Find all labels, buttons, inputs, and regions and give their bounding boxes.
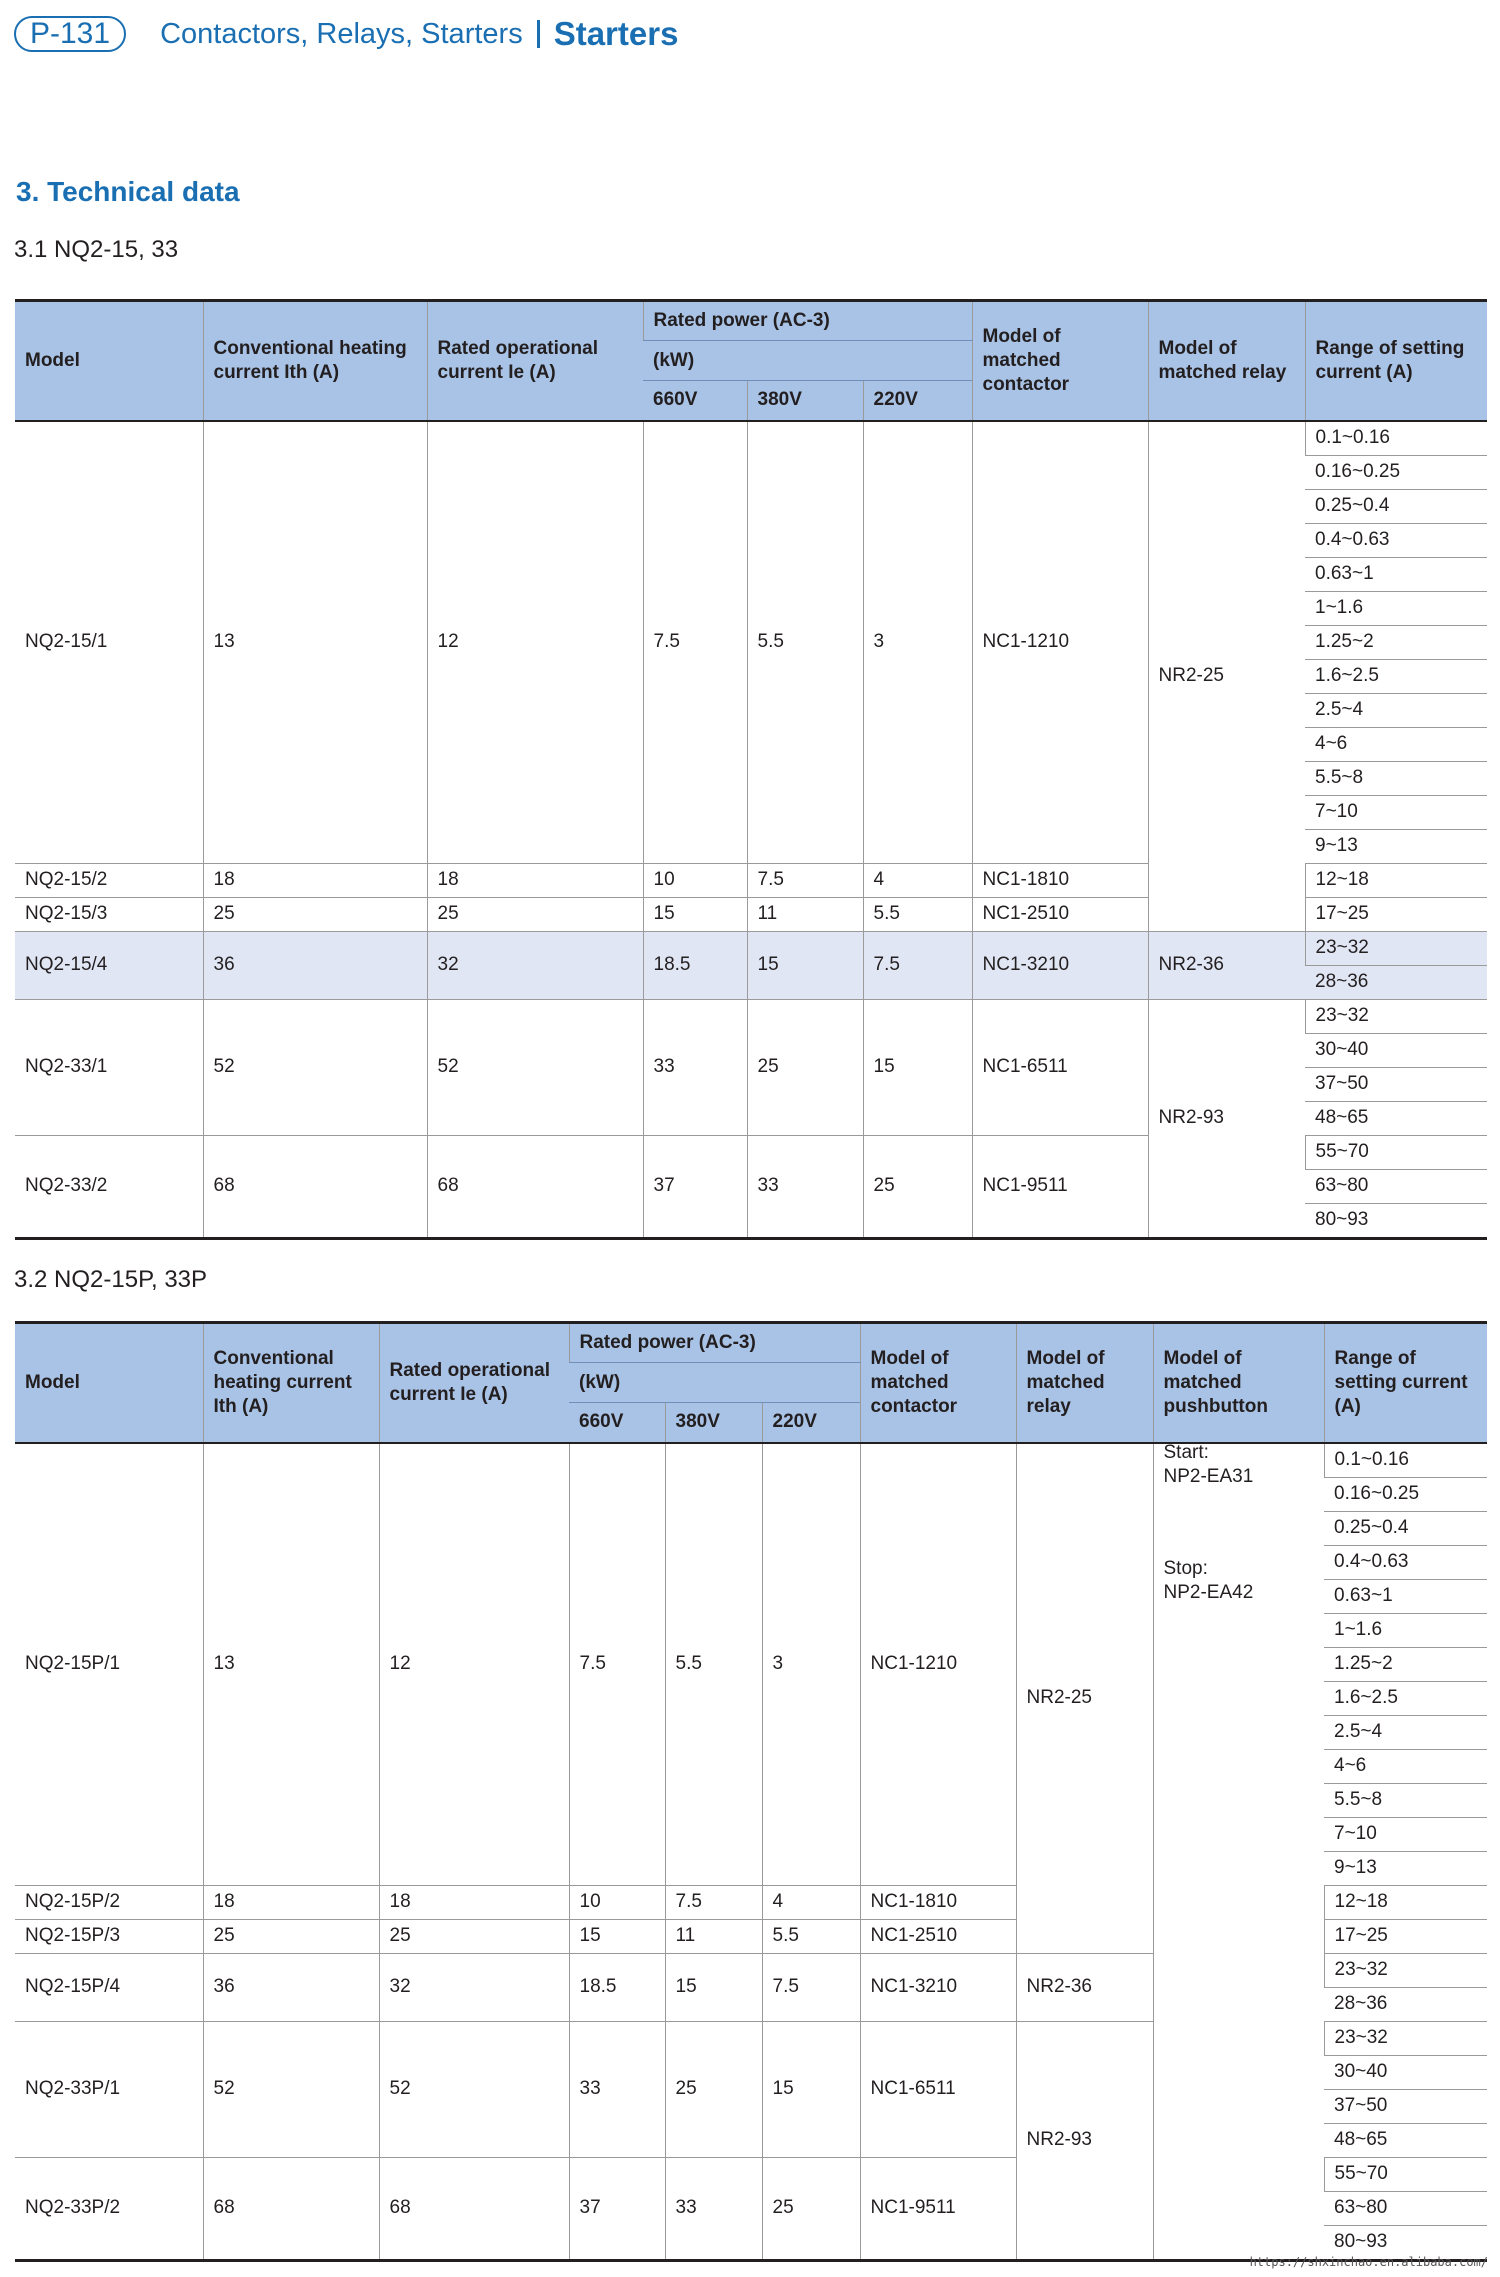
cell-range: 1.6~2.5 bbox=[1305, 659, 1487, 693]
cell-ith: 68 bbox=[203, 2157, 379, 2260]
cell-ith: 25 bbox=[203, 1919, 379, 1953]
cell-model: NQ2-15/3 bbox=[15, 897, 203, 931]
cell-380v: 11 bbox=[747, 897, 863, 931]
header-divider bbox=[537, 20, 540, 48]
table-row bbox=[15, 1443, 1487, 1478]
cell-220v: 15 bbox=[762, 2021, 860, 2157]
header-rated-power: Rated power (AC-3) bbox=[569, 1323, 860, 1363]
cell-ith: 13 bbox=[203, 1443, 379, 1886]
header-660v: 660V bbox=[569, 1403, 665, 1443]
cell-380v: 33 bbox=[665, 2157, 762, 2260]
cell-model: NQ2-33/2 bbox=[15, 1135, 203, 1238]
cell-range: 0.16~0.25 bbox=[1305, 455, 1487, 489]
header-pushbutton: Model of matched pushbutton bbox=[1153, 1323, 1324, 1443]
cell-range: 1~1.6 bbox=[1305, 591, 1487, 625]
cell-ith: 25 bbox=[203, 897, 427, 931]
cell-model: NQ2-15/2 bbox=[15, 863, 203, 897]
cell-ie: 25 bbox=[379, 1919, 569, 1953]
header-rated-power: Rated power (AC-3) bbox=[643, 301, 972, 341]
cell-ie: 18 bbox=[379, 1885, 569, 1919]
header-relay: Model of matched relay bbox=[1016, 1323, 1153, 1443]
cell-660v: 37 bbox=[643, 1135, 747, 1238]
cell-range: 2.5~4 bbox=[1324, 1715, 1487, 1749]
header-ith: Conventional heating current Ith (A) bbox=[203, 1323, 379, 1443]
cell-ie: 25 bbox=[427, 897, 643, 931]
table2-title: 3.2 NQ2-15P, 33P bbox=[14, 1266, 208, 1293]
cell-contactor: NC1-9511 bbox=[972, 1135, 1148, 1238]
section-title-header: Starters bbox=[553, 15, 679, 52]
cell-pushbutton bbox=[1153, 1443, 1324, 2261]
header-kw: (kW) bbox=[643, 341, 972, 381]
cell-ith: 36 bbox=[203, 931, 427, 999]
header-ie: Rated operational current Ie (A) bbox=[379, 1323, 569, 1443]
cell-contactor: NC1-3210 bbox=[972, 931, 1148, 999]
cell-range: 1.25~2 bbox=[1324, 1647, 1487, 1681]
cell-220v: 4 bbox=[863, 863, 972, 897]
cell-660v: 15 bbox=[569, 1919, 665, 1953]
cell-range: 7~10 bbox=[1324, 1817, 1487, 1851]
cell-model: NQ2-33/1 bbox=[15, 999, 203, 1135]
cell-range: 55~70 bbox=[1305, 1135, 1487, 1169]
cell-model: NQ2-15P/4 bbox=[15, 1953, 203, 2021]
cell-contactor: NC1-1210 bbox=[972, 421, 1148, 864]
cell-relay: NR2-93 bbox=[1148, 999, 1305, 1238]
cell-range: 55~70 bbox=[1324, 2157, 1487, 2191]
table-nq2-15p-33p bbox=[15, 1321, 1487, 2262]
cell-ith: 18 bbox=[203, 1885, 379, 1919]
footer-url: https://shxinchao.en.alibaba.com/ bbox=[1249, 2255, 1488, 2269]
cell-380v: 11 bbox=[665, 1919, 762, 1953]
cell-range: 5.5~8 bbox=[1324, 1783, 1487, 1817]
header-contactor: Model of matched contactor bbox=[972, 301, 1148, 421]
header-range: Range of setting current (A) bbox=[1305, 301, 1487, 421]
cell-range: 7~10 bbox=[1305, 795, 1487, 829]
cell-model: NQ2-33P/1 bbox=[15, 2021, 203, 2157]
cell-contactor: NC1-6511 bbox=[972, 999, 1148, 1135]
cell-220v: 7.5 bbox=[762, 1953, 860, 2021]
cell-range: 4~6 bbox=[1324, 1749, 1487, 1783]
cell-relay: NR2-36 bbox=[1016, 1953, 1153, 2021]
header-relay: Model of matched relay bbox=[1148, 301, 1305, 421]
cell-contactor: NC1-1810 bbox=[860, 1885, 1016, 1919]
cell-model: NQ2-15/4 bbox=[15, 931, 203, 999]
pushbutton-start-label: Start: bbox=[1163, 1442, 1209, 1463]
cell-380v: 33 bbox=[747, 1135, 863, 1238]
table-row-highlighted bbox=[15, 931, 1487, 965]
cell-range: 5.5~8 bbox=[1305, 761, 1487, 795]
cell-range: 28~36 bbox=[1324, 1987, 1487, 2021]
pushbutton-stop-model: NP2-EA42 bbox=[1163, 1582, 1254, 1603]
cell-220v: 5.5 bbox=[762, 1919, 860, 1953]
cell-660v: 37 bbox=[569, 2157, 665, 2260]
cell-range: 12~18 bbox=[1324, 1885, 1487, 1919]
cell-range: 63~80 bbox=[1324, 2191, 1487, 2225]
cell-ie: 12 bbox=[379, 1443, 569, 1886]
cell-relay: NR2-36 bbox=[1148, 931, 1305, 999]
header-ie: Rated operational current Ie (A) bbox=[427, 301, 643, 421]
cell-range: 9~13 bbox=[1324, 1851, 1487, 1885]
cell-380v: 7.5 bbox=[665, 1885, 762, 1919]
cell-220v: 25 bbox=[762, 2157, 860, 2260]
cell-380v: 5.5 bbox=[665, 1443, 762, 1886]
header-model: Model bbox=[15, 301, 203, 421]
cell-660v: 10 bbox=[643, 863, 747, 897]
cell-contactor: NC1-2510 bbox=[860, 1919, 1016, 1953]
cell-ith: 13 bbox=[203, 421, 427, 864]
cell-range: 23~32 bbox=[1305, 999, 1487, 1033]
technical-data-heading: 3. Technical data bbox=[16, 176, 240, 207]
cell-range: 4~6 bbox=[1305, 727, 1487, 761]
cell-range: 0.25~0.4 bbox=[1305, 489, 1487, 523]
cell-ie: 32 bbox=[427, 931, 643, 999]
header-380v: 380V bbox=[747, 381, 863, 421]
cell-220v: 5.5 bbox=[863, 897, 972, 931]
cell-range: 30~40 bbox=[1324, 2055, 1487, 2089]
cell-range: 48~65 bbox=[1305, 1101, 1487, 1135]
page-number-badge: P-131 bbox=[14, 16, 126, 52]
cell-220v: 3 bbox=[762, 1443, 860, 1886]
cell-range: 9~13 bbox=[1305, 829, 1487, 863]
cell-range: 0.4~0.63 bbox=[1324, 1545, 1487, 1579]
header-ith: Conventional heating current Ith (A) bbox=[203, 301, 427, 421]
cell-relay: NR2-93 bbox=[1016, 2021, 1153, 2260]
cell-range: 30~40 bbox=[1305, 1033, 1487, 1067]
cell-range: 80~93 bbox=[1305, 1203, 1487, 1238]
cell-range: 80~93 bbox=[1324, 2225, 1487, 2260]
cell-ith: 68 bbox=[203, 1135, 427, 1238]
cell-380v: 25 bbox=[747, 999, 863, 1135]
cell-range: 0.1~0.16 bbox=[1305, 421, 1487, 456]
cell-380v: 15 bbox=[665, 1953, 762, 2021]
cell-model: NQ2-33P/2 bbox=[15, 2157, 203, 2260]
cell-ith: 52 bbox=[203, 2021, 379, 2157]
cell-ith: 52 bbox=[203, 999, 427, 1135]
cell-ith: 18 bbox=[203, 863, 427, 897]
header-660v: 660V bbox=[643, 381, 747, 421]
cell-relay: NR2-25 bbox=[1016, 1443, 1153, 1954]
cell-660v: 15 bbox=[643, 897, 747, 931]
header-contactor: Model of matched contactor bbox=[860, 1323, 1016, 1443]
table-row bbox=[15, 999, 1487, 1033]
header-range: Range of setting current (A) bbox=[1324, 1323, 1487, 1443]
cell-660v: 7.5 bbox=[643, 421, 747, 864]
cell-220v: 15 bbox=[863, 999, 972, 1135]
cell-range: 23~32 bbox=[1324, 2021, 1487, 2055]
cell-380v: 5.5 bbox=[747, 421, 863, 864]
cell-range: 37~50 bbox=[1324, 2089, 1487, 2123]
cell-range: 1.25~2 bbox=[1305, 625, 1487, 659]
cell-range: 23~32 bbox=[1324, 1953, 1487, 1987]
cell-ie: 52 bbox=[427, 999, 643, 1135]
cell-contactor: NC1-2510 bbox=[972, 897, 1148, 931]
cell-660v: 18.5 bbox=[643, 931, 747, 999]
cell-contactor: NC1-9511 bbox=[860, 2157, 1016, 2260]
cell-model: NQ2-15/1 bbox=[15, 421, 203, 864]
cell-range: 1.6~2.5 bbox=[1324, 1681, 1487, 1715]
table-nq2-15-33 bbox=[15, 299, 1487, 1240]
header-220v: 220V bbox=[762, 1403, 860, 1443]
cell-660v: 7.5 bbox=[569, 1443, 665, 1886]
cell-range: 0.1~0.16 bbox=[1324, 1443, 1487, 1478]
table-row bbox=[15, 421, 1487, 456]
cell-range: 17~25 bbox=[1305, 897, 1487, 931]
page-header bbox=[14, 14, 678, 54]
pushbutton-stop-label: Stop: bbox=[1163, 1558, 1208, 1579]
header-220v: 220V bbox=[863, 381, 972, 421]
cell-range: 37~50 bbox=[1305, 1067, 1487, 1101]
cell-contactor: NC1-1210 bbox=[860, 1443, 1016, 1886]
header-model: Model bbox=[15, 1323, 203, 1443]
cell-ie: 12 bbox=[427, 421, 643, 864]
cell-660v: 18.5 bbox=[569, 1953, 665, 2021]
cell-ie: 32 bbox=[379, 1953, 569, 2021]
cell-660v: 33 bbox=[569, 2021, 665, 2157]
cell-220v: 25 bbox=[863, 1135, 972, 1238]
cell-range: 0.63~1 bbox=[1324, 1579, 1487, 1613]
cell-range: 0.4~0.63 bbox=[1305, 523, 1487, 557]
cell-range: 23~32 bbox=[1305, 931, 1487, 965]
cell-range: 28~36 bbox=[1305, 965, 1487, 999]
cell-model: NQ2-15P/3 bbox=[15, 1919, 203, 1953]
cell-range: 48~65 bbox=[1324, 2123, 1487, 2157]
table1-title: 3.1 NQ2-15, 33 bbox=[14, 236, 179, 263]
cell-range: 63~80 bbox=[1305, 1169, 1487, 1203]
cell-ie: 68 bbox=[427, 1135, 643, 1238]
cell-660v: 33 bbox=[643, 999, 747, 1135]
cell-380v: 15 bbox=[747, 931, 863, 999]
cell-range: 2.5~4 bbox=[1305, 693, 1487, 727]
cell-range: 17~25 bbox=[1324, 1919, 1487, 1953]
cell-380v: 25 bbox=[665, 2021, 762, 2157]
cell-range: 12~18 bbox=[1305, 863, 1487, 897]
cell-660v: 10 bbox=[569, 1885, 665, 1919]
cell-model: NQ2-15P/2 bbox=[15, 1885, 203, 1919]
cell-contactor: NC1-3210 bbox=[860, 1953, 1016, 2021]
cell-ith: 36 bbox=[203, 1953, 379, 2021]
header-380v: 380V bbox=[665, 1403, 762, 1443]
cell-range: 0.63~1 bbox=[1305, 557, 1487, 591]
cell-range: 0.25~0.4 bbox=[1324, 1511, 1487, 1545]
cell-ie: 18 bbox=[427, 863, 643, 897]
cell-ie: 52 bbox=[379, 2021, 569, 2157]
cell-380v: 7.5 bbox=[747, 863, 863, 897]
cell-range: 0.16~0.25 bbox=[1324, 1477, 1487, 1511]
cell-220v: 3 bbox=[863, 421, 972, 864]
cell-220v: 4 bbox=[762, 1885, 860, 1919]
cell-range: 1~1.6 bbox=[1324, 1613, 1487, 1647]
cell-220v: 7.5 bbox=[863, 931, 972, 999]
cell-ie: 68 bbox=[379, 2157, 569, 2260]
category-title: Contactors, Relays, Starters bbox=[160, 17, 523, 50]
cell-model: NQ2-15P/1 bbox=[15, 1443, 203, 1886]
cell-contactor: NC1-1810 bbox=[972, 863, 1148, 897]
pushbutton-start-model: NP2-EA31 bbox=[1163, 1466, 1254, 1487]
header-kw: (kW) bbox=[569, 1363, 860, 1403]
cell-contactor: NC1-6511 bbox=[860, 2021, 1016, 2157]
cell-relay: NR2-25 bbox=[1148, 421, 1305, 932]
